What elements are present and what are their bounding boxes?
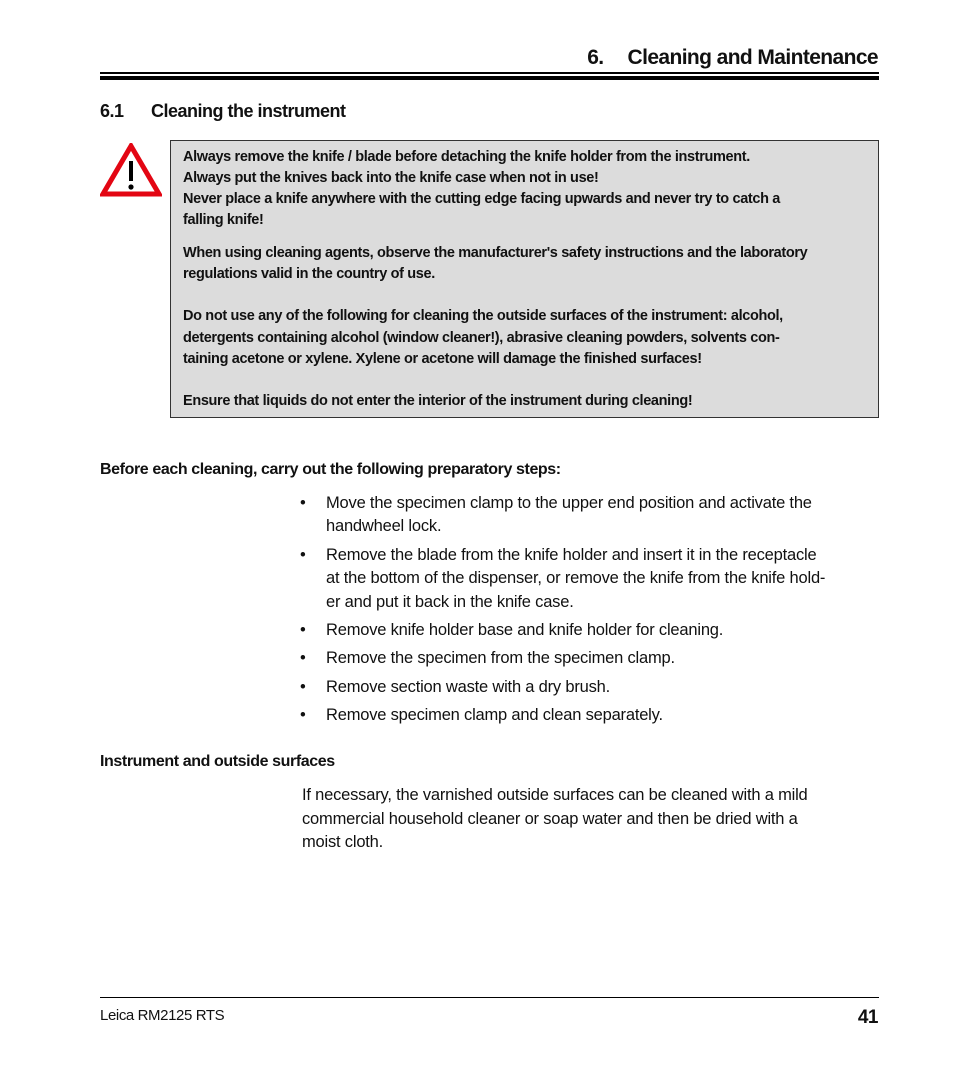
section-title: Cleaning the instrument	[151, 101, 346, 121]
outside-heading: Instrument and outside surfaces	[100, 753, 335, 770]
bullet: •	[300, 546, 306, 564]
warning-triangle-icon	[100, 143, 162, 197]
warning-line: Do not use any of the following for cleaning the outside surfaces of the instrument: alcohol,	[183, 308, 783, 324]
list-item-text: Remove section waste with a dry brush.	[326, 678, 611, 696]
warning-line: taining acetone or xylene. Xylene or acetone will damage the finished surfaces!	[183, 351, 702, 367]
list-item-text: Remove specimen clamp and clean separately.	[326, 706, 663, 724]
bullet: •	[300, 649, 306, 667]
footer-rule	[100, 997, 879, 998]
warning-line: Never place a knife anywhere with the cutting edge facing upwards and never try to catch a	[183, 191, 781, 207]
paragraph-line: moist cloth.	[302, 833, 384, 851]
prep-heading: Before each cleaning, carry out the following preparatory steps:	[100, 461, 561, 478]
warning-line: detergents containing alcohol (window cleaner!), abrasive cleaning powders, solvents con-	[183, 330, 780, 346]
page-number: 41	[857, 1007, 878, 1028]
warning-box	[170, 140, 879, 418]
section-number: 6.1	[100, 101, 124, 121]
warning-line: Always put the knives back into the knife case when not in use!	[183, 170, 599, 186]
chapter-heading	[587, 46, 878, 70]
warning-line: Always remove the knife / blade before detaching the knife holder from the instrument.	[183, 149, 750, 165]
warning-line: Ensure that liquids do not enter the interior of the instrument during cleaning!	[183, 393, 693, 409]
bullet: •	[300, 621, 306, 639]
warning-line: regulations valid in the country of use.	[183, 266, 435, 282]
section-heading	[100, 101, 346, 122]
paragraph-line: If necessary, the varnished outside surfaces can be cleaned with a mild	[302, 786, 808, 804]
list-item-text: er and put it back in the knife case.	[326, 593, 574, 611]
warning-line: When using cleaning agents, observe the manufacturer's safety instructions and the laboratory	[183, 245, 808, 261]
warning-line: falling knife!	[183, 212, 264, 228]
header-rule-thick	[100, 76, 879, 80]
bullet: •	[300, 494, 306, 512]
list-item-text: handwheel lock.	[326, 517, 442, 535]
footer-product: Leica RM2125 RTS	[100, 1007, 225, 1024]
paragraph-line: commercial household cleaner or soap water and then be dried with a	[302, 810, 798, 828]
bullet: •	[300, 678, 306, 696]
bullet: •	[300, 706, 306, 724]
list-item-text: Remove the specimen from the specimen clamp.	[326, 649, 675, 667]
chapter-title: Cleaning and Maintenance	[627, 46, 878, 69]
list-item-text: Remove the blade from the knife holder and insert it in the receptacle	[326, 546, 817, 564]
list-item-text: Remove knife holder base and knife holder for cleaning.	[326, 621, 724, 639]
header-rule-thin	[100, 72, 879, 74]
chapter-number: 6.	[587, 46, 604, 69]
list-item-text: at the bottom of the dispenser, or remove the knife from the knife hold-	[326, 569, 826, 587]
list-item-text: Move the specimen clamp to the upper end position and activate the	[326, 494, 812, 512]
